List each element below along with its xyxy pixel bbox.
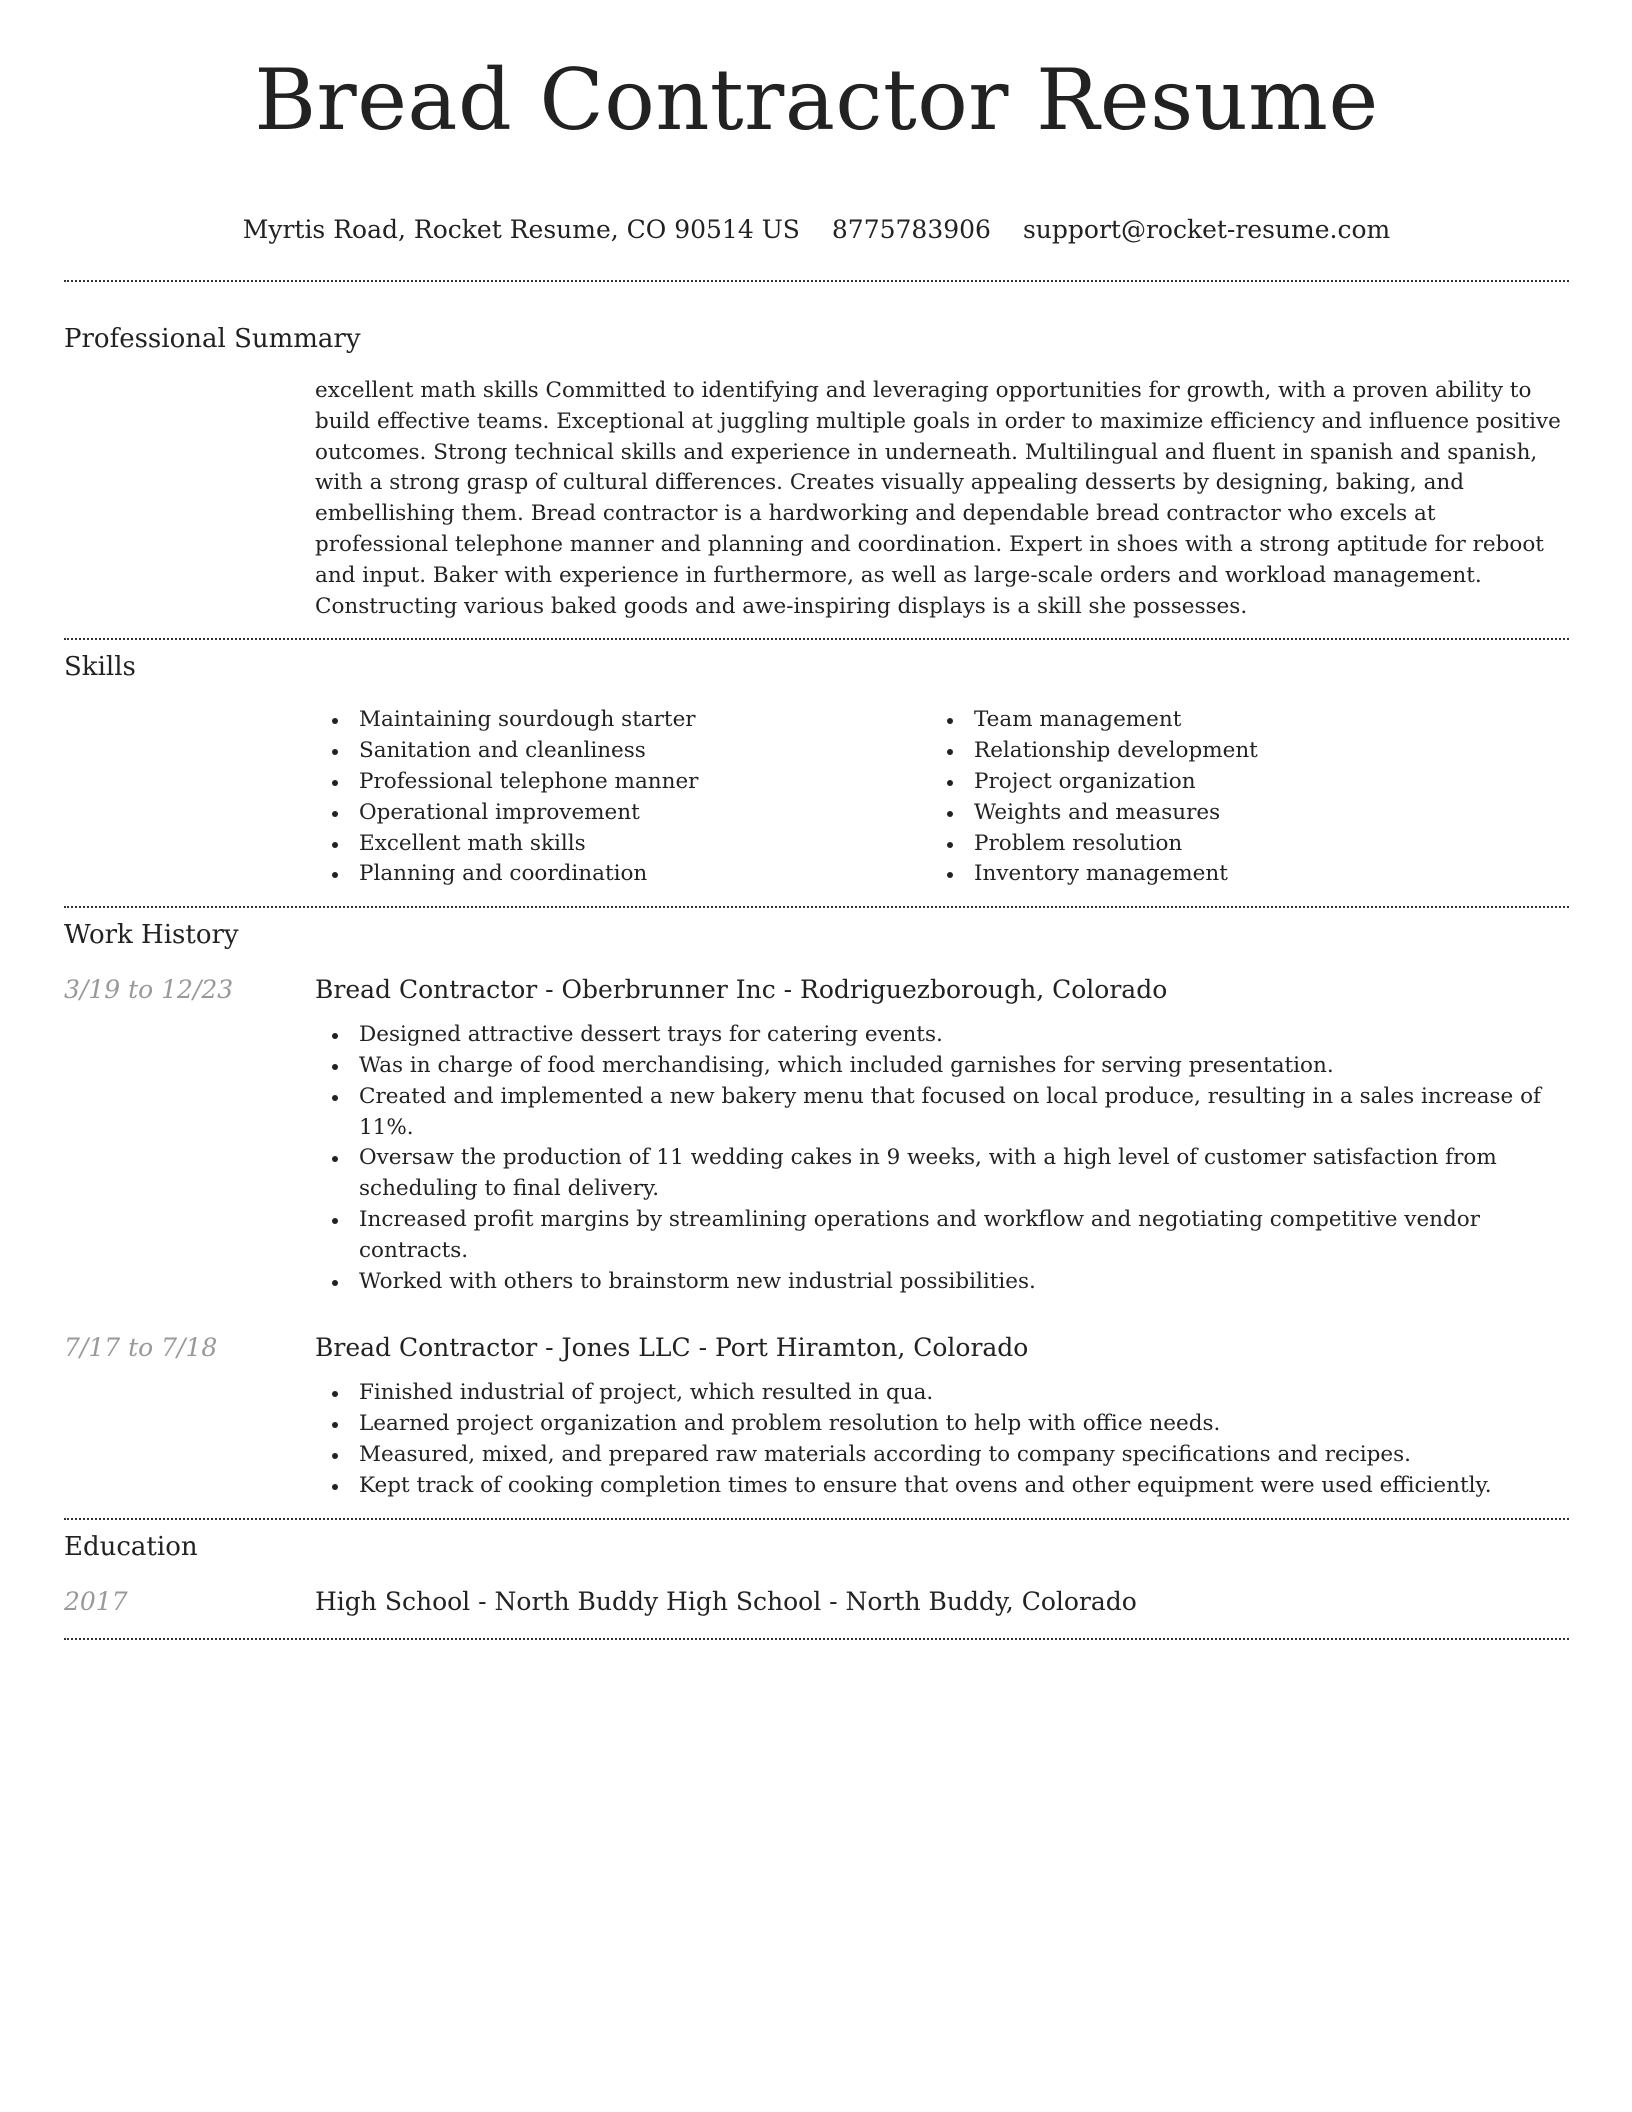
skills-list-right — [930, 705, 1545, 890]
contact-address: Myrtis Road, Rocket Resume, CO 90514 US — [242, 215, 800, 244]
skill-item: Problem resolution — [930, 829, 1545, 860]
skill-item: Inventory management — [930, 859, 1545, 890]
contact-phone: 8775783906 — [831, 215, 991, 244]
skill-item: Project organization — [930, 767, 1545, 798]
section-heading-summary: Professional Summary — [64, 324, 361, 354]
job-date: 3/19 to 12/23 — [64, 975, 234, 1005]
section-heading-education: Education — [64, 1531, 198, 1562]
job-date: 7/17 to 7/18 — [64, 1333, 218, 1363]
divider — [64, 280, 1569, 282]
job-bullet: Worked with others to brainstorm new industrial possibilities. — [315, 1267, 1569, 1298]
job-title: Bread Contractor - Oberbrunner Inc - Rodriguezborough, Colorado — [315, 975, 1168, 1005]
skill-item: Maintaining sourdough starter — [315, 705, 930, 736]
resume-title: Bread Contractor Resume — [254, 51, 1379, 149]
job-bullet: Increased profit margins by streamlining operations and workflow and negotiating competitive vendor contracts. — [315, 1205, 1569, 1267]
job-entry — [64, 1332, 1569, 1501]
education-date: 2017 — [64, 1586, 128, 1616]
contact-line — [64, 214, 1569, 246]
job-bullet: Designed attractive dessert trays for catering events. — [315, 1020, 1569, 1051]
skill-item: Operational improvement — [315, 798, 930, 829]
skills-list-left — [315, 705, 930, 890]
skill-item: Planning and coordination — [315, 859, 930, 890]
job-title: Bread Contractor - Jones LLC - Port Hiramton, Colorado — [315, 1333, 1029, 1363]
skill-item: Excellent math skills — [315, 829, 930, 860]
job-header — [64, 1332, 1569, 1364]
summary-section — [64, 322, 1569, 622]
job-bullets — [315, 1378, 1569, 1501]
divider — [64, 906, 1569, 908]
skill-item: Relationship development — [930, 736, 1545, 767]
skill-item: Professional telephone manner — [315, 767, 930, 798]
job-bullet: Measured, mixed, and prepared raw materials according to company specifications and recipes. — [315, 1440, 1569, 1471]
resume-page — [64, 0, 1569, 1640]
skills-columns — [315, 705, 1569, 890]
job-bullet: Finished industrial of project, which resulted in qua. — [315, 1378, 1569, 1409]
section-heading-skills: Skills — [64, 652, 136, 683]
education-section — [64, 1530, 1569, 1618]
skill-item: Weights and measures — [930, 798, 1545, 829]
skill-item: Sanitation and cleanliness — [315, 736, 930, 767]
job-bullet: Kept track of cooking completion times to ensure that ovens and other equipment were used efficiently. — [315, 1471, 1569, 1502]
education-title: High School - North Buddy High School - North Buddy, Colorado — [315, 1586, 1137, 1616]
job-bullets — [315, 1020, 1569, 1297]
job-entry — [64, 974, 1569, 1297]
job-bullet: Was in charge of food merchandising, which included garnishes for serving presentation. — [315, 1051, 1569, 1082]
divider — [64, 638, 1569, 640]
skills-section — [64, 650, 1569, 890]
education-entry — [64, 1586, 1569, 1618]
work-history-section — [64, 918, 1569, 1501]
job-bullet: Oversaw the production of 11 wedding cakes in 9 weeks, with a high level of customer satisfaction from scheduling to final delivery. — [315, 1143, 1569, 1205]
job-header — [64, 974, 1569, 1006]
divider — [64, 1518, 1569, 1520]
contact-email: support@rocket-resume.com — [1022, 215, 1391, 244]
skill-item: Team management — [930, 705, 1545, 736]
job-bullet: Learned project organization and problem resolution to help with office needs. — [315, 1409, 1569, 1440]
summary-text: excellent math skills Committed to identifying and leveraging opportunities for growth, with a proven ability to build effective teams. Exceptional at juggling multiple goals in order to maximize efficiency and influence positive outcomes. Strong technical skills and experience in underneath. Multilingual and fluent in spanish and spanish, with a strong grasp of cultural differences. Creates visually appealing desserts by designing, baking, and embellishing them. Bread contractor is a hardworking and dependable bread contractor who excels at professional telephone manner and planning and coordination. Expert in shoes with a strong aptitude for reboot and input. Baker with experience in furthermore, as well as large-scale orders and workload management. Constructing various baked goods and awe-inspiring displays is a skill she possesses. — [315, 378, 1561, 619]
job-bullet: Created and implemented a new bakery menu that focused on local produce, resulting in a sales increase of 11%. — [315, 1082, 1569, 1144]
divider — [64, 1638, 1569, 1640]
section-heading-work-history: Work History — [64, 920, 239, 951]
education-header — [64, 1586, 1569, 1618]
